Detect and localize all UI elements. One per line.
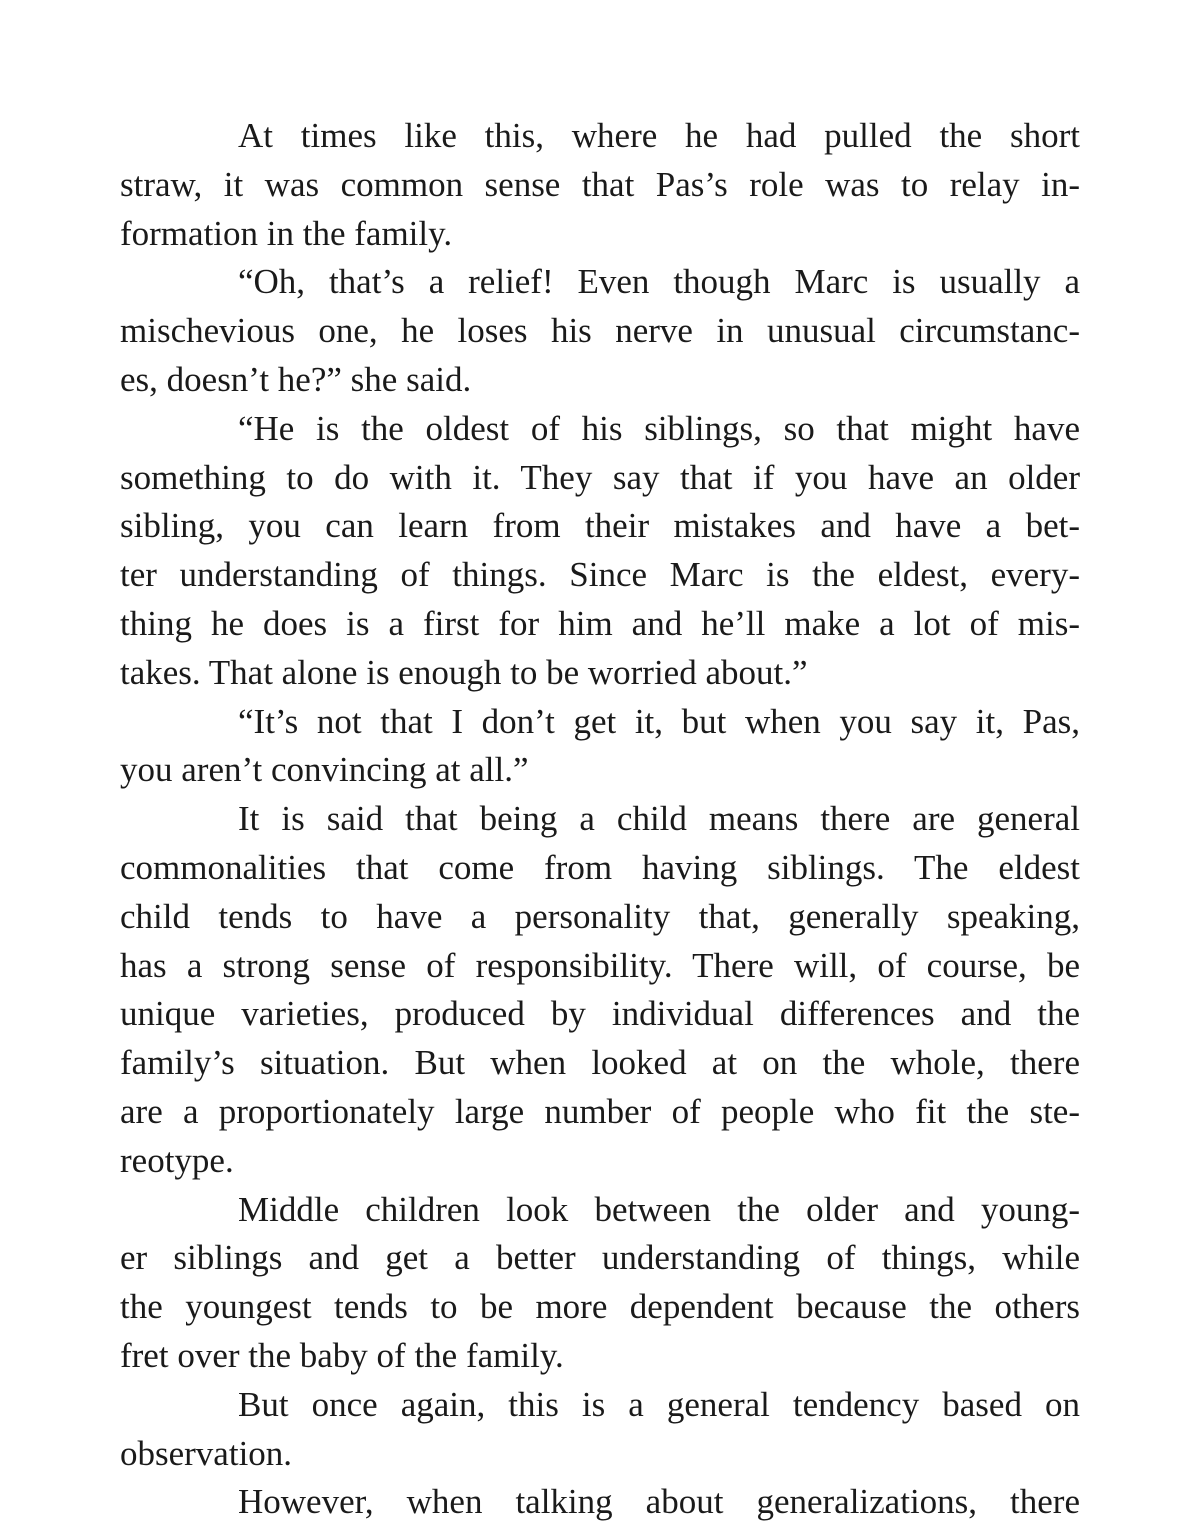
text-line: ter understanding of things. Since Marc is the eldest, every- (120, 555, 1080, 595)
text-line: thing he does is a first for him and he’ll make a lot of mis- (120, 603, 1080, 643)
text-line: fret over the baby of the family. (120, 1335, 564, 1375)
paragraph-first-line: However, when talking about generalizations, there (238, 1482, 1080, 1522)
text-line: straw, it was common sense that Pas’s role was to relay in- (120, 164, 1080, 204)
text-line: child tends to have a personality that, generally speaking, (120, 896, 1080, 936)
paragraph-first-line: Middle children look between the older and young- (238, 1189, 1080, 1229)
text-line: you aren’t convincing at all.” (120, 750, 529, 790)
text-line: takes. That alone is enough to be worried about.” (120, 652, 808, 692)
text-line: reotype. (120, 1140, 234, 1180)
text-line: sibling, you can learn from their mistakes and have a bet- (120, 506, 1080, 546)
paragraph-first-line: “Oh, that’s a relief! Even though Marc is usually a (238, 262, 1080, 302)
text-line: something to do with it. They say that if you have an older (120, 457, 1080, 497)
paragraph-first-line: At times like this, where he had pulled the short (238, 116, 1080, 155)
text-line: commonalities that come from having siblings. The eldest (120, 847, 1080, 887)
text-line: are a proportionately large number of people who fit the ste- (120, 1091, 1080, 1131)
text-line: unique varieties, produced by individual differences and the (120, 994, 1080, 1034)
text-line: family’s situation. But when looked at on the whole, there (120, 1043, 1080, 1083)
text-line: mischevious one, he loses his nerve in unusual circumstanc- (120, 311, 1080, 351)
text-line: the youngest tends to be more dependent because the others (120, 1287, 1080, 1327)
text-line: observation. (120, 1433, 293, 1473)
paragraph-first-line: “He is the oldest of his siblings, so that might have (238, 408, 1080, 448)
body-text (120, 112, 1080, 1527)
text-line: es, doesn’t he?” she said. (120, 359, 472, 399)
text-line: er siblings and get a better understanding of things, while (120, 1238, 1080, 1278)
text-line: formation in the family. (120, 213, 453, 253)
paragraph-first-line: But once again, this is a general tendency based on (238, 1384, 1080, 1424)
paragraph-first-line: “It’s not that I don’t get it, but when you say it, Pas, (238, 701, 1080, 741)
paragraph-first-line: It is said that being a child means there are general (238, 799, 1080, 839)
text-line: has a strong sense of responsibility. There will, of course, be (120, 945, 1080, 985)
